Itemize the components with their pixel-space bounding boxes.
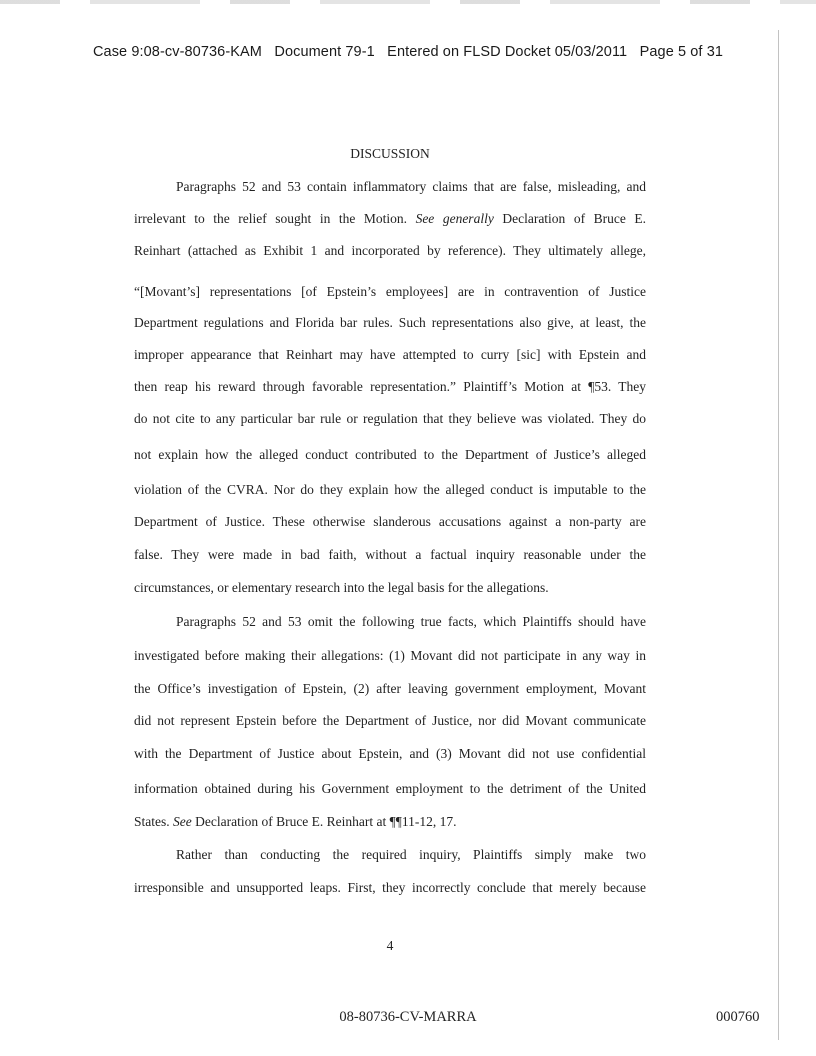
body-line: States. See Declaration of Bruce E. Reinhart at ¶¶11-12, 17. (134, 814, 457, 829)
body-line: not explain how the alleged conduct contributed to the Department of Justice’s alleged (134, 447, 646, 462)
footer-bates-number: 000760 (716, 1009, 760, 1025)
body-line: Rather than conducting the required inquiry, Plaintiffs simply make two (176, 847, 646, 862)
section-heading: DISCUSSION (350, 146, 430, 161)
page-number: 4 (386, 938, 394, 953)
body-line: do not cite to any particular bar rule or regulation that they believe was violated. They do (134, 411, 646, 426)
body-line: false. They were made in bad faith, without a factual inquiry reasonable under the (134, 547, 646, 562)
scan-edge-top (0, 0, 816, 4)
scan-edge-right (778, 30, 779, 1040)
body-line: Department of Justice. These otherwise slanderous accusations against a non-party are (134, 514, 646, 529)
body-line: with the Department of Justice about Epstein, and (3) Movant did not use confidential (134, 746, 646, 761)
body-line: then reap his reward through favorable representation.” Plaintiff’s Motion at ¶53. They (134, 379, 646, 394)
body-line: circumstances, or elementary research into the legal basis for the allegations. (134, 580, 549, 595)
body-line: irresponsible and unsupported leaps. First, they incorrectly conclude that merely because (134, 880, 646, 895)
body-line: violation of the CVRA. Nor do they explain how the alleged conduct is imputable to the (134, 482, 646, 497)
body-line: improper appearance that Reinhart may have attempted to curry [sic] with Epstein and (134, 347, 646, 362)
body-line: did not represent Epstein before the Department of Justice, nor did Movant communicate (134, 713, 646, 728)
body-line: Paragraphs 52 and 53 contain inflammatory claims that are false, misleading, and (176, 179, 646, 194)
body-line: irrelevant to the relief sought in the Motion. See generally Declaration of Bruce E. (134, 211, 646, 226)
footer-case-number: 08-80736-CV-MARRA (339, 1009, 477, 1025)
body-line: Paragraphs 52 and 53 omit the following true facts, which Plaintiffs should have (176, 614, 646, 629)
body-line: Department regulations and Florida bar rules. Such representations also give, at least, the (134, 315, 646, 330)
body-line: investigated before making their allegations: (1) Movant did not participate in any way in (134, 648, 646, 663)
body-line: “[Movant’s] representations [of Epstein’s employees] are in contravention of Justice (134, 284, 646, 299)
body-line: the Office’s investigation of Epstein, (2) after leaving government employment, Movant (134, 681, 646, 696)
docket-header-stamp: Case 9:08-cv-80736-KAM Document 79-1 Entered on FLSD Docket 05/03/2011 Page 5 of 31 (92, 44, 724, 60)
body-line: information obtained during his Government employment to the detriment of the United (134, 781, 646, 796)
body-line: Reinhart (attached as Exhibit 1 and incorporated by reference). They ultimately allege, (134, 243, 646, 258)
